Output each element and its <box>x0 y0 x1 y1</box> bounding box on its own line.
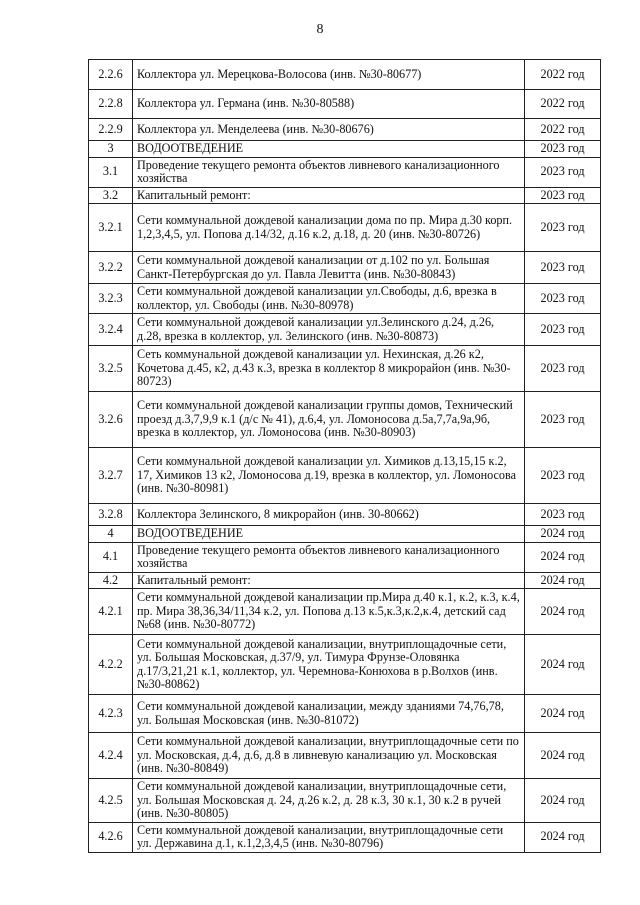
table-row <box>89 504 601 526</box>
row-number: 4.2.5 <box>89 779 133 823</box>
row-number: 3.1 <box>89 157 133 187</box>
row-year: 2023 год <box>525 141 601 158</box>
row-number: 2.2.6 <box>89 60 133 90</box>
row-number: 3.2.8 <box>89 504 133 526</box>
row-year: 2024 год <box>525 779 601 823</box>
works-schedule-table <box>88 59 601 853</box>
row-number: 3.2.2 <box>89 252 133 284</box>
table-row <box>89 284 601 314</box>
row-year: 2023 год <box>525 392 601 448</box>
table-row <box>89 542 601 572</box>
row-number: 3.2.3 <box>89 284 133 314</box>
row-year: 2024 год <box>525 635 601 695</box>
table-row <box>89 141 601 158</box>
row-number: 2.2.9 <box>89 119 133 141</box>
row-number: 4.2 <box>89 572 133 589</box>
row-year: 2024 год <box>525 526 601 543</box>
table-row <box>89 448 601 504</box>
row-year: 2024 год <box>525 695 601 733</box>
row-year: 2023 год <box>525 504 601 526</box>
table-row <box>89 90 601 119</box>
table-row <box>89 392 601 448</box>
row-year: 2023 год <box>525 284 601 314</box>
row-description: Сети коммунальной дождевой канализации, внутриплощадочные сети, ул. Большая Московская д. 24, д.26 к.2, д. 28 к.3, 30 к.1, 30 к.2 в ручей (инв. №30-80805) <box>133 779 525 823</box>
row-year: 2023 год <box>525 157 601 187</box>
row-description: Капитальный ремонт: <box>133 572 525 589</box>
row-number: 3.2.5 <box>89 346 133 392</box>
row-description: Сети коммунальной дождевой канализации группы домов, Технический проезд д.3,7,9,9 к.1 (д/с № 41), д.6,4, ул. Ломоносова д.5а,7,7а,9а,9б, врезка в коллектор, ул. Ломоносова (инв. №30-80903) <box>133 392 525 448</box>
row-description: Сеть коммунальной дождевой канализации ул. Нехинская, д.26 к2, Кочетова д.45, к2, д.43 к.3, врезка в коллектор 8 микрорайон (инв. №30-80723) <box>133 346 525 392</box>
row-description: Коллектора Зелинского, 8 микрорайон (инв. 30-80662) <box>133 504 525 526</box>
table-body <box>89 60 601 853</box>
row-year: 2023 год <box>525 314 601 346</box>
table-row <box>89 779 601 823</box>
row-year: 2023 год <box>525 448 601 504</box>
page-number: 8 <box>316 22 324 37</box>
row-description: Сети коммунальной дождевой канализации, внутриплощадочные сети по ул. Московская, д.4, д.6, д.8 в ливневую канализацию ул. Московская (инв. №30-80849) <box>133 733 525 779</box>
table-row <box>89 733 601 779</box>
table-row <box>89 346 601 392</box>
table-row <box>89 822 601 852</box>
row-number: 4.2.1 <box>89 589 133 635</box>
row-description: Сети коммунальной дождевой канализации дома по пр. Мира д.30 корп. 1,2,3,4,5, ул. Попова д.14/32, д.16 к.2, д.18, д. 20 (инв. №30-80726) <box>133 204 525 252</box>
row-number: 3 <box>89 141 133 158</box>
row-year: 2023 год <box>525 187 601 204</box>
row-description: Проведение текущего ремонта объектов ливневого канализационного хозяйства <box>133 157 525 187</box>
row-year: 2023 год <box>525 204 601 252</box>
row-year: 2024 год <box>525 572 601 589</box>
table-row <box>89 526 601 543</box>
table-row <box>89 572 601 589</box>
table-row <box>89 314 601 346</box>
row-number: 3.2.4 <box>89 314 133 346</box>
table-row <box>89 635 601 695</box>
row-description: ВОДООТВЕДЕНИЕ <box>133 141 525 158</box>
row-description: Капитальный ремонт: <box>133 187 525 204</box>
row-number: 3.2.6 <box>89 392 133 448</box>
row-description: Проведение текущего ремонта объектов ливневого канализационного хозяйства <box>133 542 525 572</box>
row-year: 2023 год <box>525 252 601 284</box>
row-year: 2024 год <box>525 822 601 852</box>
table-row <box>89 695 601 733</box>
row-year: 2024 год <box>525 733 601 779</box>
row-description: Коллектора ул. Мерецкова-Волосова (инв. №30-80677) <box>133 60 525 90</box>
row-year: 2022 год <box>525 90 601 119</box>
row-number: 4 <box>89 526 133 543</box>
row-description: Коллектора ул. Германа (инв. №30-80588) <box>133 90 525 119</box>
row-number: 4.2.6 <box>89 822 133 852</box>
row-description: Сети коммунальной дождевой канализации от д.102 по ул. Большая Санкт-Петербургская до ул. Павла Левитта (инв. №30-80843) <box>133 252 525 284</box>
row-number: 2.2.8 <box>89 90 133 119</box>
row-description: Коллектора ул. Менделеева (инв. №30-80676) <box>133 119 525 141</box>
table-row <box>89 252 601 284</box>
row-description: Сети коммунальной дождевой канализации, внутриплощадочные сети, ул. Большая Московская, д.37/9, ул. Тимура Фрунзе-Оловянка д.17/3,21,21 к.1, коллектор, ул. Черемнова-Конюхова в р.Волхов (инв. №30-80862) <box>133 635 525 695</box>
row-number: 4.2.2 <box>89 635 133 695</box>
row-description: Сети коммунальной дождевой канализации пр.Мира д.40 к.1, к.2, к.3, к.4, пр. Мира 38,36,34/11,34 к.2, ул. Попова д.13 к.5,к.3,к.2,к.4, детский сад №68 (инв. №30-80772) <box>133 589 525 635</box>
table-row <box>89 187 601 204</box>
row-number: 3.2 <box>89 187 133 204</box>
row-year: 2024 год <box>525 542 601 572</box>
table-row <box>89 60 601 90</box>
row-number: 4.2.3 <box>89 695 133 733</box>
table-row <box>89 589 601 635</box>
row-year: 2022 год <box>525 119 601 141</box>
row-number: 3.2.1 <box>89 204 133 252</box>
row-description: ВОДООТВЕДЕНИЕ <box>133 526 525 543</box>
table-row <box>89 119 601 141</box>
table-row <box>89 157 601 187</box>
row-year: 2024 год <box>525 589 601 635</box>
row-description: Сети коммунальной дождевой канализации ул. Химиков д.13,15,15 к.2, 17, Химиков 13 к2, Ломоносова д.19, врезка в коллектор, ул. Ломоносова (инв. №30-80981) <box>133 448 525 504</box>
row-year: 2022 год <box>525 60 601 90</box>
row-number: 4.1 <box>89 542 133 572</box>
table-row <box>89 204 601 252</box>
row-year: 2023 год <box>525 346 601 392</box>
row-number: 4.2.4 <box>89 733 133 779</box>
row-description: Сети коммунальной дождевой канализации ул.Свободы, д.6, врезка в коллектор, ул. Свободы (инв. №30-80978) <box>133 284 525 314</box>
row-description: Сети коммунальной дождевой канализации, внутриплощадочные сети ул. Державина д.1, к.1,2,3,4,5 (инв. №30-80796) <box>133 822 525 852</box>
row-description: Сети коммунальной дождевой канализации, между зданиями 74,76,78, ул. Большая Московская (инв. №30-81072) <box>133 695 525 733</box>
row-description: Сети коммунальной дождевой канализации ул.Зелинского д.24, д.26, д.28, врезка в коллектор, ул. Зелинского (инв. №30-80873) <box>133 314 525 346</box>
row-number: 3.2.7 <box>89 448 133 504</box>
